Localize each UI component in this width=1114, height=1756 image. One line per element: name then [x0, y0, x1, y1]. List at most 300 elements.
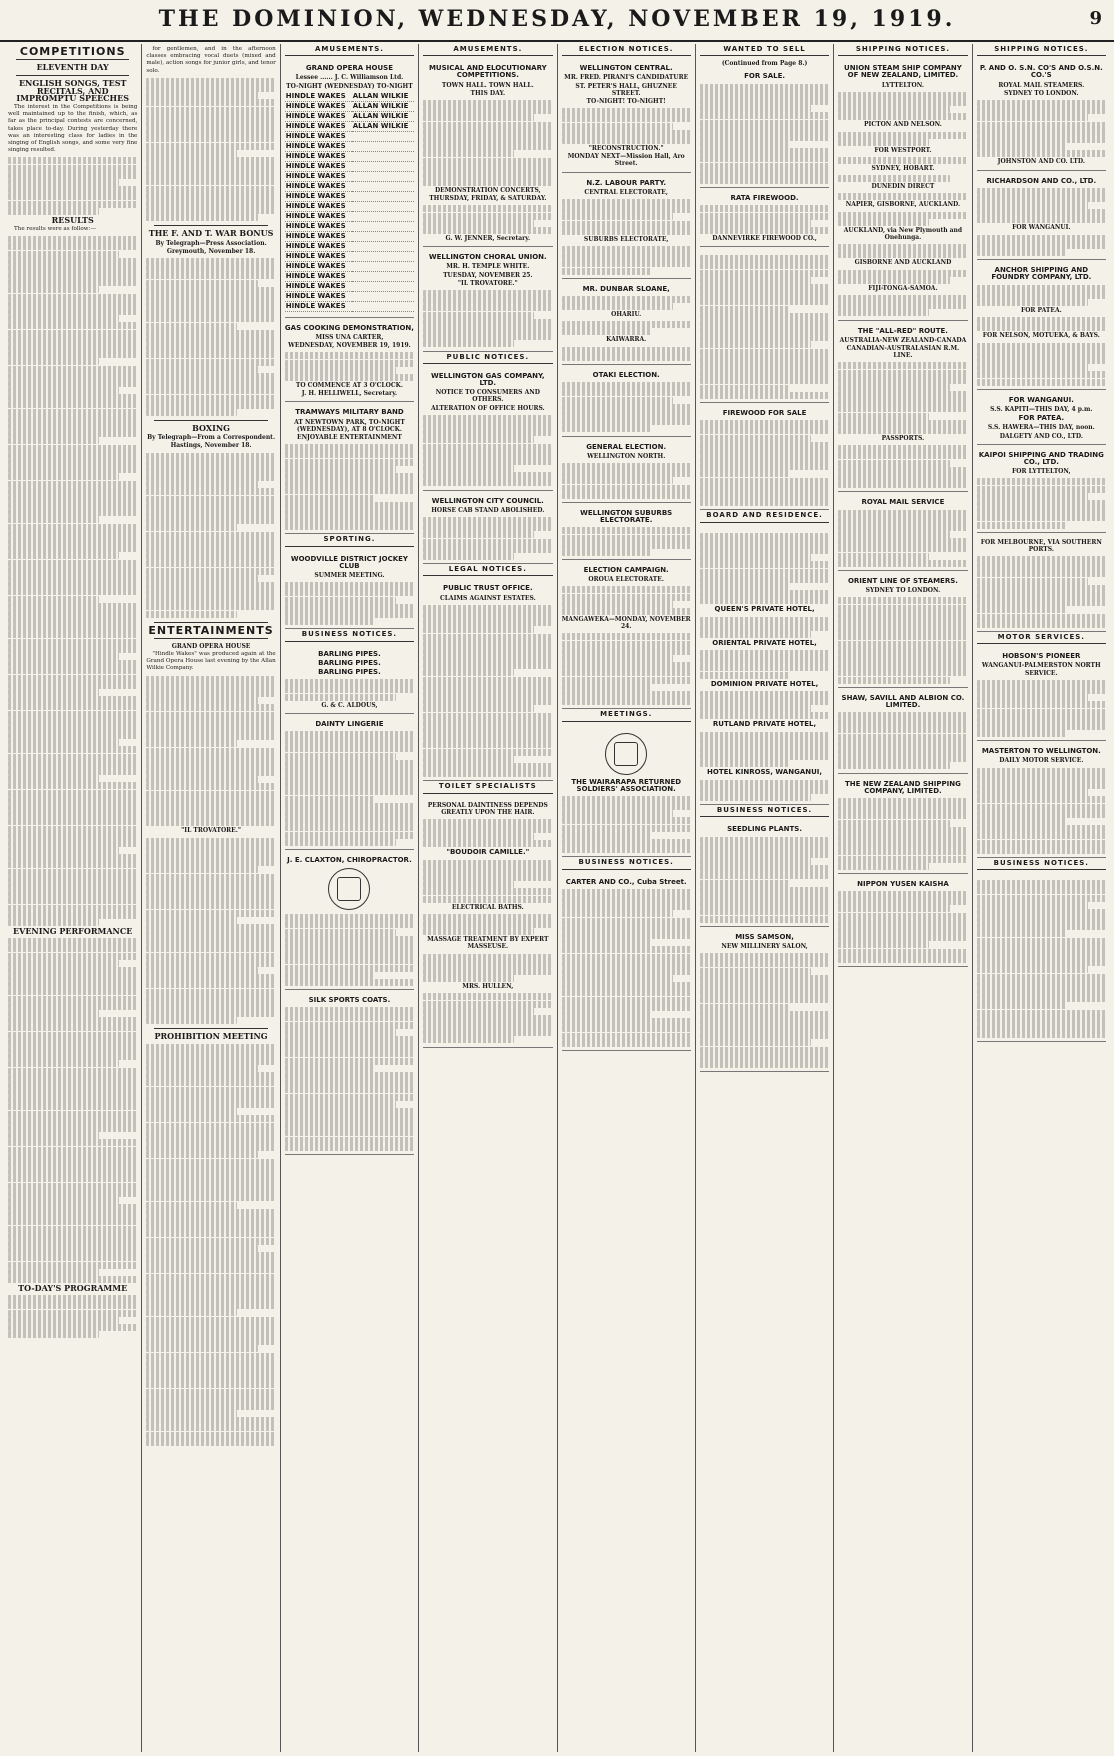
text-block — [562, 889, 691, 1047]
business-notices-heading-2: BUSINESS NOTICES. — [562, 859, 691, 869]
col4-demo: DEMONSTRATION CONCERTS, — [434, 187, 541, 195]
prohibition-heading: PROHIBITION MEETING — [154, 1031, 268, 1042]
text-block — [562, 347, 691, 361]
business-ads — [977, 874, 1106, 1042]
col6-rutland: RUTLAND PRIVATE HOTEL, — [712, 720, 817, 729]
col8-hobson: HOBSON'S PIONEER — [1002, 652, 1081, 661]
col6-for-sale: FOR SALE. — [744, 72, 786, 81]
shipping-notices-heading: SHIPPING NOTICES. — [838, 46, 967, 56]
text-block — [423, 290, 552, 347]
amusements-heading-2: AMUSEMENTS. — [423, 46, 552, 56]
col3-hindle-rep: HINDLE WAKES — [285, 231, 352, 241]
col6-firewood: FIREWOOD FOR SALE — [722, 408, 807, 417]
sporting-heading: SPORTING. — [285, 536, 414, 546]
col3-gas-time: TO COMMENCE AT 3 O'CLOCK. — [295, 381, 403, 389]
col8-wanganui-motor: WANGANUI-PALMERSTON NORTH SERVICE. — [981, 662, 1101, 677]
col6-salon: NEW MILLINERY SALON, — [721, 942, 808, 950]
col7-passports: PASSPORTS. — [881, 435, 925, 443]
column-news — [142, 44, 280, 1752]
col7-sydney: SYDNEY, HOBART. — [871, 164, 935, 172]
col7-fiji: FIJI-TONGA-SAMOA. — [868, 284, 938, 292]
text-block — [838, 712, 967, 769]
col5-suburbs2: WELLINGTON SUBURBS ELECTORATE. — [580, 508, 673, 525]
royal-mail-ad — [838, 494, 967, 571]
richardson-ad — [977, 173, 1106, 261]
competitions-heading: COMPETITIONS — [19, 45, 126, 58]
text-block — [838, 445, 967, 488]
carter-co-ad — [562, 874, 691, 1051]
rata-firewood-ad — [700, 190, 829, 247]
col3-hindle-rep: HINDLE WAKES — [285, 141, 352, 151]
col3-gas-head: GAS COOKING DEMONSTRATION, — [284, 323, 414, 332]
evening-text-block — [8, 938, 137, 1283]
text-block — [838, 510, 967, 567]
col4-notice-consumers: NOTICE TO CONSUMERS AND OTHERS. — [435, 389, 540, 404]
col3-hindle-rep: HINDLE WAKES — [285, 101, 352, 111]
misc-sale-ads — [700, 249, 829, 403]
col3-tram-sub: AT NEWTOWN PARK, TO-NIGHT (WEDNESDAY), AT 8 O'CLOCK. — [294, 418, 405, 433]
text-block — [977, 556, 1106, 628]
text-block — [977, 285, 1106, 306]
war-bonus-text — [146, 258, 275, 416]
divider — [16, 59, 129, 60]
hastings-dateline: Hastings, November 18. — [170, 442, 252, 450]
hobson-motor-ad — [977, 648, 1106, 741]
text-block — [700, 780, 829, 801]
col6-oriental: ORIENTAL PRIVATE HOTEL, — [712, 638, 817, 647]
col8-nelson: FOR NELSON, MOTUEKA, & BAYS. — [982, 332, 1100, 340]
millinery-ad — [700, 929, 829, 1072]
gas-cooking-ad — [285, 320, 414, 403]
text-block — [423, 819, 552, 848]
text-block — [838, 362, 967, 434]
day-heading: ELEVENTH DAY — [36, 62, 109, 73]
evening-performance-heading: EVENING PERFORMANCE — [13, 925, 133, 936]
text-block — [838, 798, 967, 870]
col7-royal-mail: ROYAL MAIL SERVICE — [861, 498, 945, 507]
col4-hullen: MRS. HULLEN, — [462, 983, 514, 991]
article-text-block — [8, 157, 137, 214]
col7-napier: NAPIER, GISBORNE, AUCKLAND. — [845, 201, 961, 209]
col3-dainty: DAINTY LINGERIE — [315, 719, 384, 728]
col3-hindle-rep: HINDLE WAKES — [285, 281, 352, 291]
business-notices-heading: BUSINESS NOTICES. — [285, 631, 414, 641]
pirani-ad — [562, 60, 691, 172]
text-block — [838, 193, 967, 200]
col3-hindle-rep: HINDLE WAKES — [285, 201, 352, 211]
anchor-shipping-ad — [977, 262, 1106, 390]
col4-electrical: ELECTRICAL BATHS. — [451, 903, 524, 911]
col5-central-elect: CENTRAL ELECTORATE, — [584, 188, 668, 196]
union-steam-ship-ad — [838, 60, 967, 320]
all-red-route-ad — [838, 323, 967, 493]
boxing-heading: BOXING — [192, 422, 230, 433]
col7-orient: ORIENT LINE OF STEAMERS. — [847, 577, 958, 586]
text-block — [700, 255, 829, 399]
col7-nz-shipping: THE NEW ZEALAND SHIPPING COMPANY, LIMITED. — [844, 779, 961, 795]
col4-massage: MASSAGE TREATMENT BY EXPERT MASSEUSE. — [427, 936, 549, 951]
col4-horse: HORSE CAB STAND ABOLISHED. — [431, 506, 545, 514]
huddart-parker-ad — [977, 535, 1106, 632]
intro-paragraph: The interest in the Competitions is being well maintained up to the finish, which, as far as the principal contests are concerned, takes place to-day. During yesterday there was an interesting class for ladies in the singing of English songs, and some very fine singing resulted. — [8, 104, 138, 154]
col3-allan: ALLAN WILKIE — [352, 92, 414, 102]
seedling-plants-ad — [700, 821, 829, 926]
text-block — [562, 321, 691, 335]
col4-personal: PERSONAL DAINTINESS DEPENDS GREATLY UPON THE HAIR. — [427, 801, 548, 816]
choral-union-ad — [423, 249, 552, 351]
text-block — [423, 205, 552, 234]
kaipoi-shipping-ad — [977, 447, 1106, 533]
col5-oroua: OROUA ELECTORATE. — [588, 576, 664, 584]
text-block — [838, 244, 967, 258]
col3-hindle-rep: HINDLE WAKES — [285, 221, 352, 231]
column-shipping-1 — [834, 44, 972, 1752]
results-text-block — [8, 236, 137, 926]
text-block — [700, 691, 829, 720]
col4-trustee: PUBLIC TRUST OFFICE. — [443, 584, 533, 593]
col3-hindle-rep: HINDLE WAKES — [285, 181, 352, 191]
text-block — [285, 914, 414, 986]
text-block — [977, 880, 1106, 1038]
masterton-motor-ad — [977, 743, 1106, 858]
programme-text-block — [8, 1295, 137, 1338]
col8-masterton: MASTERTON TO WELLINGTON. — [981, 747, 1101, 756]
results-intro: The results were as follow:— — [14, 225, 97, 232]
text-block — [423, 954, 552, 983]
war-bonus-heading: THE F. AND T. WAR BONUS — [148, 228, 274, 239]
col4-choral: WELLINGTON CHORAL UNION. — [428, 253, 547, 262]
col4-demo-days: THURSDAY, FRIDAY, & SATURDAY. — [429, 195, 547, 203]
col3-hindle-rep: HINDLE WAKES — [285, 131, 352, 141]
col4-musical: MUSICAL AND ELOCUTIONARY COMPETITIONS. — [428, 64, 547, 80]
col8-lyttelton: FOR LYTTELTON, — [1012, 468, 1071, 476]
election-notices-heading: ELECTION NOTICES. — [562, 46, 691, 56]
text-block — [562, 463, 691, 499]
text-block — [838, 92, 967, 121]
col3-enjoy: ENJOYABLE ENTERTAINMENT — [297, 434, 402, 441]
greymouth-dateline: Greymouth, November 18. — [166, 247, 256, 255]
wanganui-ad — [977, 392, 1106, 445]
col5-otaki: OTAKI ELECTION. — [592, 371, 660, 380]
programme-heading: TO-DAY'S PROGRAMME — [18, 1282, 128, 1293]
col3-hindle-rep: HINDLE WAKES — [285, 291, 352, 301]
col8-dalgety: DALGETY AND CO., LTD. — [999, 432, 1083, 440]
english-songs-subhead: ENGLISH SONGS, TEST RECITALS, AND IMPROMPTU SPEECHES — [16, 78, 129, 103]
text-block — [977, 100, 1106, 157]
col3-goh: GRAND OPERA HOUSE — [305, 64, 393, 73]
col3-aldous: G. & C. ALDOUS, — [321, 701, 378, 709]
chiropractic-emblem-icon — [328, 868, 370, 910]
col8-anchor: ANCHOR SHIPPING AND FOUNDRY COMPANY, LTD. — [991, 266, 1092, 282]
text-block — [700, 84, 829, 184]
text-block — [700, 420, 829, 506]
col5-wairarapa: THE WAIRARAPA RETURNED SOLDIERS' ASSOCIATION. — [571, 777, 682, 793]
col7-lyttelton: LYTTELTON. — [881, 81, 924, 89]
col3-chiro: J. E. CLAXTON, CHIROPRACTOR. — [287, 855, 412, 864]
col3-tram-head: TRAMWAYS MILITARY BAND — [295, 408, 404, 417]
col4-conductor: MR. H. TEMPLE WHITE. — [446, 263, 530, 271]
text-block — [700, 650, 829, 679]
col7-nippon: NIPPON YUSEN KAISHA — [857, 879, 949, 888]
col4-this-day: THIS DAY. — [470, 89, 506, 97]
text-block — [700, 533, 829, 605]
text-block — [562, 382, 691, 432]
text-block — [562, 199, 691, 235]
col4-claims: CLAIMS AGAINST ESTATES. — [439, 594, 536, 602]
orient-line-ad — [838, 573, 967, 688]
col3-hindle-rep: HINDLE WAKES — [285, 121, 352, 131]
entertainments-heading: ENTERTAINMENTS — [148, 623, 274, 637]
text-block — [562, 586, 691, 615]
silk-coats-ad — [285, 992, 414, 1155]
col3-hindle-rep: HINDLE WAKES — [285, 301, 352, 311]
col6-danne: DANNEVIRKE FIREWOOD CO., — [712, 235, 817, 242]
col8-kaipoi: KAIPOI SHIPPING AND TRADING CO., LTD. — [978, 450, 1104, 466]
column-competitions — [4, 44, 142, 1752]
general-election-ad — [562, 439, 691, 503]
public-trust-notice — [423, 580, 552, 781]
columns — [4, 44, 1110, 1752]
text-block — [700, 732, 829, 768]
text-block — [562, 296, 691, 310]
column-shipping-2 — [973, 44, 1110, 1752]
text-block — [562, 246, 691, 275]
col5-recon: "RECONSTRUCTION." — [588, 144, 664, 152]
col7-allred: THE "ALL-RED" ROUTE. — [857, 326, 948, 335]
col8-richardson: RICHARDSON AND CO., LTD. — [986, 176, 1097, 185]
text-block — [423, 100, 552, 186]
text-block — [285, 582, 414, 625]
text-block — [285, 1007, 414, 1151]
nz-shipping-ad — [838, 776, 967, 874]
text-block — [285, 444, 414, 530]
grand-opera-house-subhead: GRAND OPERA HOUSE — [171, 642, 251, 650]
col6-rata: RATA FIREWOOD. — [730, 194, 799, 203]
text-block — [423, 860, 552, 903]
col3-hindle-rep: HINDLE WAKES — [285, 251, 352, 261]
col6-pearce: MISS SAMSON, — [735, 932, 794, 941]
jockey-club-ad — [285, 551, 414, 630]
col4-alteration: ALTERATION OF OFFICE HOURS. — [430, 404, 545, 412]
text-block — [285, 352, 414, 381]
hindle-wakes-review: "Hindle Wakes" was produced again at the Grand Opera House last evening by the Allan Wilkie Company. — [146, 651, 276, 672]
col3-hindle-rep: HINDLE WAKES — [285, 271, 352, 281]
col7-gisborne: GISBORNE AND AUCKLAND — [854, 259, 952, 267]
for-sale-ad — [700, 68, 829, 188]
text-block — [700, 205, 829, 234]
shaw-savill-ad — [838, 690, 967, 774]
col8-po: P. AND O. S.N. CO'S AND O.S.N. CO.'S — [979, 64, 1103, 80]
amusements-heading: AMUSEMENTS. — [285, 46, 414, 56]
review-text — [146, 676, 275, 827]
text-block — [977, 478, 1106, 528]
po-steamers-ad — [977, 60, 1106, 170]
col6-hotel-kinross: HOTEL KINROSS, WANGANUI, — [707, 768, 823, 777]
col3-hindle-rep: HINDLE WAKES — [285, 151, 352, 161]
col7-usco: UNION STEAM SHIP COMPANY OF NEW ZEALAND, LIMITED. — [844, 64, 962, 80]
text-block — [423, 605, 552, 777]
page-number: 9 — [1089, 8, 1102, 29]
col5-mangaweka: MANGAWEKA—MONDAY, NOVEMBER 24. — [561, 616, 691, 631]
col5-labour: N.Z. LABOUR PARTY. — [586, 178, 667, 187]
col3-allan: ALLAN WILKIE — [352, 101, 414, 111]
col4-town-hall: TOWN HALL. TOWN HALL. — [441, 81, 534, 89]
toilet-specialists-heading: TOILET SPECIALISTS — [423, 783, 552, 793]
col8-wanganui: FOR WANGANUI. — [1012, 224, 1071, 232]
prohibition-text — [146, 1044, 275, 1446]
text-block — [977, 680, 1106, 737]
col5-wgtn-central: WELLINGTON CENTRAL. — [579, 64, 673, 73]
col4-citycouncil: WELLINGTON CITY COUNCIL. — [431, 496, 544, 505]
col8-daily: DAILY MOTOR SERVICE. — [999, 757, 1084, 765]
col8-hawera: S.S. HAWERA—THIS DAY, noon. — [987, 424, 1095, 432]
shipping-notices-heading-2: SHIPPING NOTICES. — [977, 46, 1106, 56]
column-amusements-1 — [281, 44, 419, 1752]
motor-services-heading: MOTOR SERVICES. — [977, 634, 1106, 644]
text-block — [838, 212, 967, 226]
text-block — [838, 270, 967, 284]
col6-seedling: SEEDLING PLANTS. — [727, 825, 802, 834]
col4-tuesday: TUESDAY, NOVEMBER 25. — [443, 271, 533, 279]
text-block — [285, 731, 414, 846]
col5-gen-election: GENERAL ELECTION. — [586, 442, 667, 451]
col3-silk: SILK SPORTS COATS. — [308, 996, 391, 1005]
col5-pirani: MR. FRED. PIRANI'S CANDIDATURE — [564, 74, 689, 82]
text-block — [977, 768, 1106, 854]
text-block — [977, 317, 1106, 331]
competitions-ad — [423, 60, 552, 247]
col3-pipes1: BARLING PIPES. — [318, 649, 381, 658]
text-block — [700, 953, 829, 1068]
nippon-yusen-ad — [838, 876, 967, 967]
labour-party-ad — [562, 175, 691, 279]
trovatore-subhead: "IL TROVATORE." — [181, 827, 241, 835]
col3-hindle-rep: HINDLE WAKES — [285, 111, 352, 121]
col5-st-peters: ST. PETER'S HALL, GHUZNEE STREET. — [575, 82, 677, 97]
col5-carter: CARTER AND CO., Cuba Street. — [565, 877, 687, 886]
text-block — [285, 679, 414, 700]
sloane-ad — [562, 281, 691, 365]
col3-gas-date: WEDNESDAY, NOVEMBER 19, 1919. — [288, 342, 411, 350]
col5-suburbs: SUBURBS ELECTORATE, — [583, 235, 669, 243]
col3-lessee: Lessee ...... J. C. Williamson Ltd. — [295, 74, 404, 82]
col3-hindle-rep: HINDLE WAKES — [285, 171, 352, 181]
col4-gasco: WELLINGTON GAS COMPANY, LTD. — [431, 371, 545, 387]
col3-hindle-rep: HINDLE WAKES — [285, 191, 352, 201]
hindle-wakes-repeat — [285, 92, 414, 312]
masthead — [0, 0, 1114, 42]
col7-picton: PICTON AND NELSON. — [864, 121, 942, 129]
column-election — [558, 44, 696, 1752]
col3-gas-sign: J. H. HELLIWELL, Secretary. — [301, 390, 398, 398]
col8-patea2: FOR PATEA. — [1018, 414, 1065, 423]
col5-campaign: ELECTION CAMPAIGN. — [583, 566, 669, 575]
text-block — [562, 633, 691, 705]
col6-queens: QUEEN'S PRIVATE HOTEL, — [714, 605, 815, 614]
chiropractor-ad — [285, 852, 414, 990]
text-block — [423, 415, 552, 487]
col3-hindle-rep: HINDLE WAKES — [285, 161, 352, 171]
text-block — [977, 343, 1106, 386]
text-block — [977, 188, 1106, 224]
business-notices-heading-4: BUSINESS NOTICES. — [977, 860, 1106, 870]
col7-shaw: SHAW, SAVILL AND ALBION CO. LIMITED. — [841, 693, 965, 709]
election-campaign-ad — [562, 562, 691, 709]
trovatore-text — [146, 838, 275, 1025]
col8-patea: FOR PATEA. — [1020, 307, 1062, 315]
wanted-to-sell-heading: WANTED TO SELL — [700, 46, 829, 56]
text-block — [838, 157, 967, 164]
barling-pipes-ad — [285, 646, 414, 714]
grand-opera-house-ad — [285, 60, 414, 318]
boxing-text — [146, 453, 275, 618]
col7-auckland: AUCKLAND, via New Plymouth and Onehunga. — [843, 226, 963, 241]
text-block — [562, 108, 691, 144]
competitions-continued: for gentlemen, and in the afternoon classes embracing vocal duets (mixed and male), action songs for junior girls, and tenor solo. — [146, 46, 276, 74]
rsa-badge-icon — [605, 733, 647, 775]
text-block — [700, 617, 829, 638]
col3-allan: ALLAN WILKIE — [352, 111, 414, 121]
text-block — [838, 891, 967, 963]
text-block — [838, 132, 967, 146]
col3-hindle-rep: HINDLE WAKES — [285, 241, 352, 251]
col5-tonight: TO-NIGHT! TO-NIGHT! — [586, 98, 666, 106]
col3-hindle-rep: HINDLE WAKES — [285, 92, 352, 102]
continued-note: (Continued from Page 8.) — [721, 60, 808, 68]
col3-hindle-rep: HINDLE WAKES — [285, 211, 352, 221]
col5-monday: MONDAY NEXT—Mission Hall, Aro Street. — [567, 153, 685, 168]
otaki-ad — [562, 367, 691, 437]
col4-trovatore: "IL TROVATORE." — [457, 279, 518, 287]
col7-sydney-london: SYDNEY TO LONDON. — [865, 587, 941, 595]
boudoir-camille-ad — [423, 798, 552, 1048]
results-heading: RESULTS — [51, 214, 94, 225]
returned-soldiers-ad — [562, 726, 691, 858]
business-notices-heading-3: BUSINESS NOTICES. — [700, 807, 829, 817]
col7-canadian: CANADIAN-AUSTRALASIAN R.M. LINE. — [846, 344, 960, 360]
article-text-block — [146, 78, 275, 222]
meetings-heading: MEETINGS. — [562, 711, 691, 721]
board-ads — [700, 527, 829, 806]
divider — [16, 75, 129, 76]
col4-jenner: G. W. JENNER, Secretary. — [445, 235, 531, 243]
text-block — [838, 597, 967, 683]
col3-pipes3: BARLING PIPES. — [318, 668, 381, 676]
suburbs-electorate-ad — [562, 505, 691, 560]
col5-sloane: MR. DUNBAR SLOANE, — [582, 284, 670, 293]
col3-jockey: WOODVILLE DISTRICT JOCKEY CLUB — [290, 554, 408, 570]
col7-australia: AUSTRALIA-NEW ZEALAND-CANADA — [839, 336, 967, 344]
col3-hindle-rep: HINDLE WAKES — [285, 261, 352, 271]
text-block — [423, 993, 552, 1043]
gas-company-notice — [423, 368, 552, 491]
col8-kapiti: S.S. KAPITI—THIS DAY, 4 p.m. — [990, 405, 1093, 413]
dainty-lingerie-ad — [285, 716, 414, 850]
col3-pipes2: BARLING PIPES. — [318, 658, 381, 667]
text-block — [562, 796, 691, 853]
press-association-line: By Telegraph—Press Association. — [155, 239, 267, 247]
firewood-ad — [700, 405, 829, 510]
text-block — [423, 914, 552, 935]
public-notices-heading: PUBLIC NOTICES. — [423, 354, 552, 364]
text-block — [423, 517, 552, 560]
column-amusements-2 — [419, 44, 557, 1752]
col7-dunedin: DUNEDIN DIRECT — [871, 183, 935, 191]
col8-royal-mail: ROYAL MAIL STEAMERS. — [998, 81, 1085, 89]
col6-dominion: DOMINION PRIVATE HOTEL, — [710, 679, 819, 688]
col3-gas-by: MISS UNA CARTER, — [315, 334, 384, 342]
page-title: THE DOMINION, WEDNESDAY, NOVEMBER 19, 1919. — [158, 6, 956, 32]
